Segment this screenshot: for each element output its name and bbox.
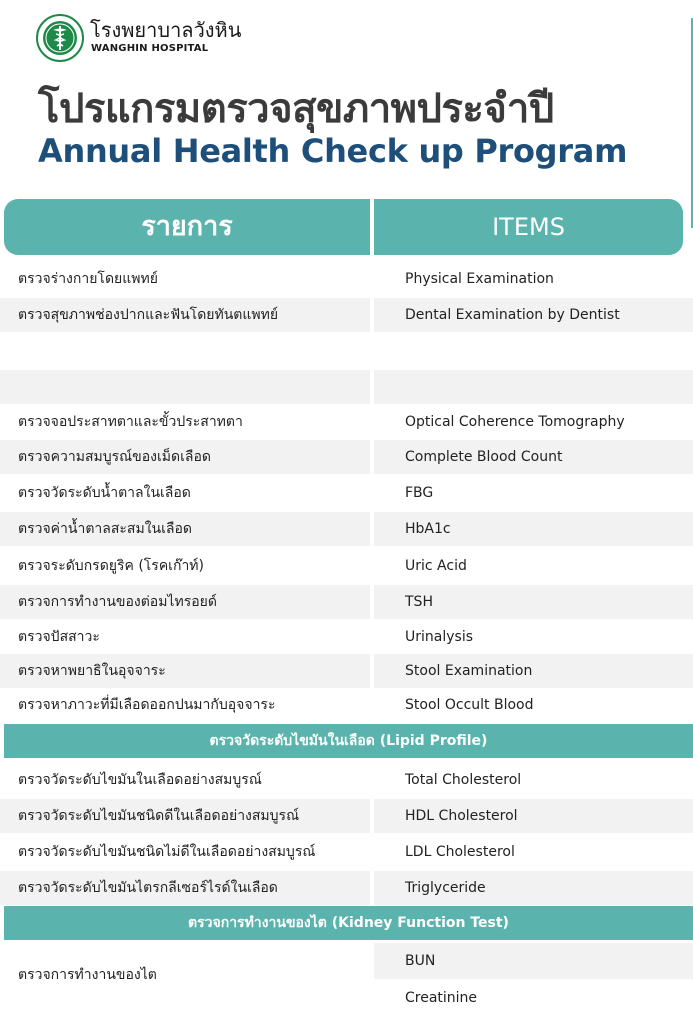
row-item-label: Total Cholesterol bbox=[405, 772, 522, 788]
row-item-label: FBG bbox=[405, 485, 434, 501]
row-thai-label: ตรวจวัดระดับไขมันไตรกลีเซอร์ไรด์ในเลือด bbox=[18, 880, 278, 896]
row-thai-label: ตรวจวัดระดับไขมันในเลือดอย่างสมบูรณ์ bbox=[18, 772, 262, 788]
table-row bbox=[0, 262, 693, 296]
hospital-name-thai: โรงพยาบาลวังหิน bbox=[90, 18, 242, 42]
row-item-label: Complete Blood Count bbox=[405, 449, 563, 465]
row-thai-label: ตรวจวัดระดับน้ำตาลในเลือด bbox=[18, 485, 191, 501]
row-thai-label: ตรวจวัดระดับไขมันชนิดไม่ดีในเลือดอย่างสมบูรณ์ bbox=[18, 844, 316, 860]
row-item-label: Stool Examination bbox=[405, 663, 533, 679]
row-thai-label: ตรวจวัดระดับไขมันชนิดดีในเลือดอย่างสมบูรณ์ bbox=[18, 808, 300, 824]
kidney-thai-label: ตรวจการทำงานของไต bbox=[18, 967, 157, 983]
row-thai-label: ตรวจหาพยาธิในอุจจาระ bbox=[18, 663, 166, 679]
kidney-table bbox=[0, 943, 693, 1024]
lipid-profile-section-header: ตรวจวัดระดับไขมันในเลือด (Lipid Profile) bbox=[4, 724, 693, 758]
row-thai-label: ตรวจการทำงานของต่อมไทรอยด์ bbox=[18, 594, 217, 610]
row-item-label: TSH bbox=[405, 594, 433, 610]
row-thai-label: ตรวจปัสสาวะ bbox=[18, 629, 100, 645]
table-row bbox=[0, 512, 693, 546]
row-item-label: Optical Coherence Tomography bbox=[405, 414, 625, 430]
row-item-label: LDL Cholesterol bbox=[405, 844, 515, 860]
table-row bbox=[0, 654, 693, 688]
row-item-label: Uric Acid bbox=[405, 558, 467, 574]
row-item-label: Creatinine bbox=[405, 990, 478, 1006]
table-row bbox=[0, 688, 693, 722]
row-thai-label: ตรวจร่างกายโดยแพทย์ bbox=[18, 271, 158, 287]
program-title-thai: โปรแกรมตรวจสุขภาพประจำปี bbox=[38, 86, 554, 132]
column-header-items: ITEMS bbox=[492, 213, 565, 241]
hospital-name-english: WANGHIN HOSPITAL bbox=[91, 43, 209, 54]
table-row bbox=[374, 943, 693, 979]
table-row bbox=[0, 620, 693, 654]
column-header-thai: รายการ bbox=[141, 211, 233, 242]
kidney-function-section-header: ตรวจการทำงานของไต (Kidney Function Test) bbox=[4, 906, 693, 940]
row-thai-label: ตรวจความสมบูรณ์ของเม็ดเลือด bbox=[18, 449, 211, 465]
caduceus-seal-icon bbox=[36, 14, 84, 62]
program-title-english: Annual Health Check up Program bbox=[38, 132, 628, 170]
table-row bbox=[0, 871, 693, 905]
row-thai-label: ตรวจระดับกรดยูริค (โรคเก๊าท์) bbox=[18, 558, 204, 574]
row-item-label: BUN bbox=[405, 953, 436, 969]
row-item-label: Dental Examination by Dentist bbox=[405, 307, 620, 323]
table-row bbox=[0, 585, 693, 619]
table-row bbox=[0, 835, 693, 869]
table-row bbox=[0, 799, 693, 833]
row-item-label: Triglyceride bbox=[405, 880, 486, 896]
row-thai-label: ตรวจหาภาวะที่มีเลือดออกปนมากับอุจจาระ bbox=[18, 697, 276, 713]
table-row bbox=[0, 549, 693, 583]
table-row bbox=[0, 334, 693, 368]
row-item-label: Stool Occult Blood bbox=[405, 697, 534, 713]
row-item-label: Physical Examination bbox=[405, 271, 554, 287]
table-header bbox=[4, 199, 683, 255]
table-row bbox=[0, 763, 693, 797]
row-item-label: HDL Cholesterol bbox=[405, 808, 518, 824]
row-item-label: HbA1c bbox=[405, 521, 451, 537]
table-row bbox=[0, 298, 693, 332]
row-item-label: Urinalysis bbox=[405, 629, 473, 645]
page-header bbox=[0, 0, 693, 200]
row-thai-label: ตรวจค่าน้ำตาลสะสมในเลือด bbox=[18, 521, 192, 537]
row-thai-label: ตรวจสุขภาพช่องปากและฟันโดยทันตแพทย์ bbox=[18, 307, 279, 323]
table-row bbox=[0, 440, 693, 474]
table-row bbox=[374, 980, 693, 1016]
table-row bbox=[0, 476, 693, 510]
table-row bbox=[0, 370, 693, 404]
table-row bbox=[0, 405, 693, 439]
row-thai-label: ตรวจจอประสาทตาและขั้วประสาทตา bbox=[18, 414, 243, 430]
